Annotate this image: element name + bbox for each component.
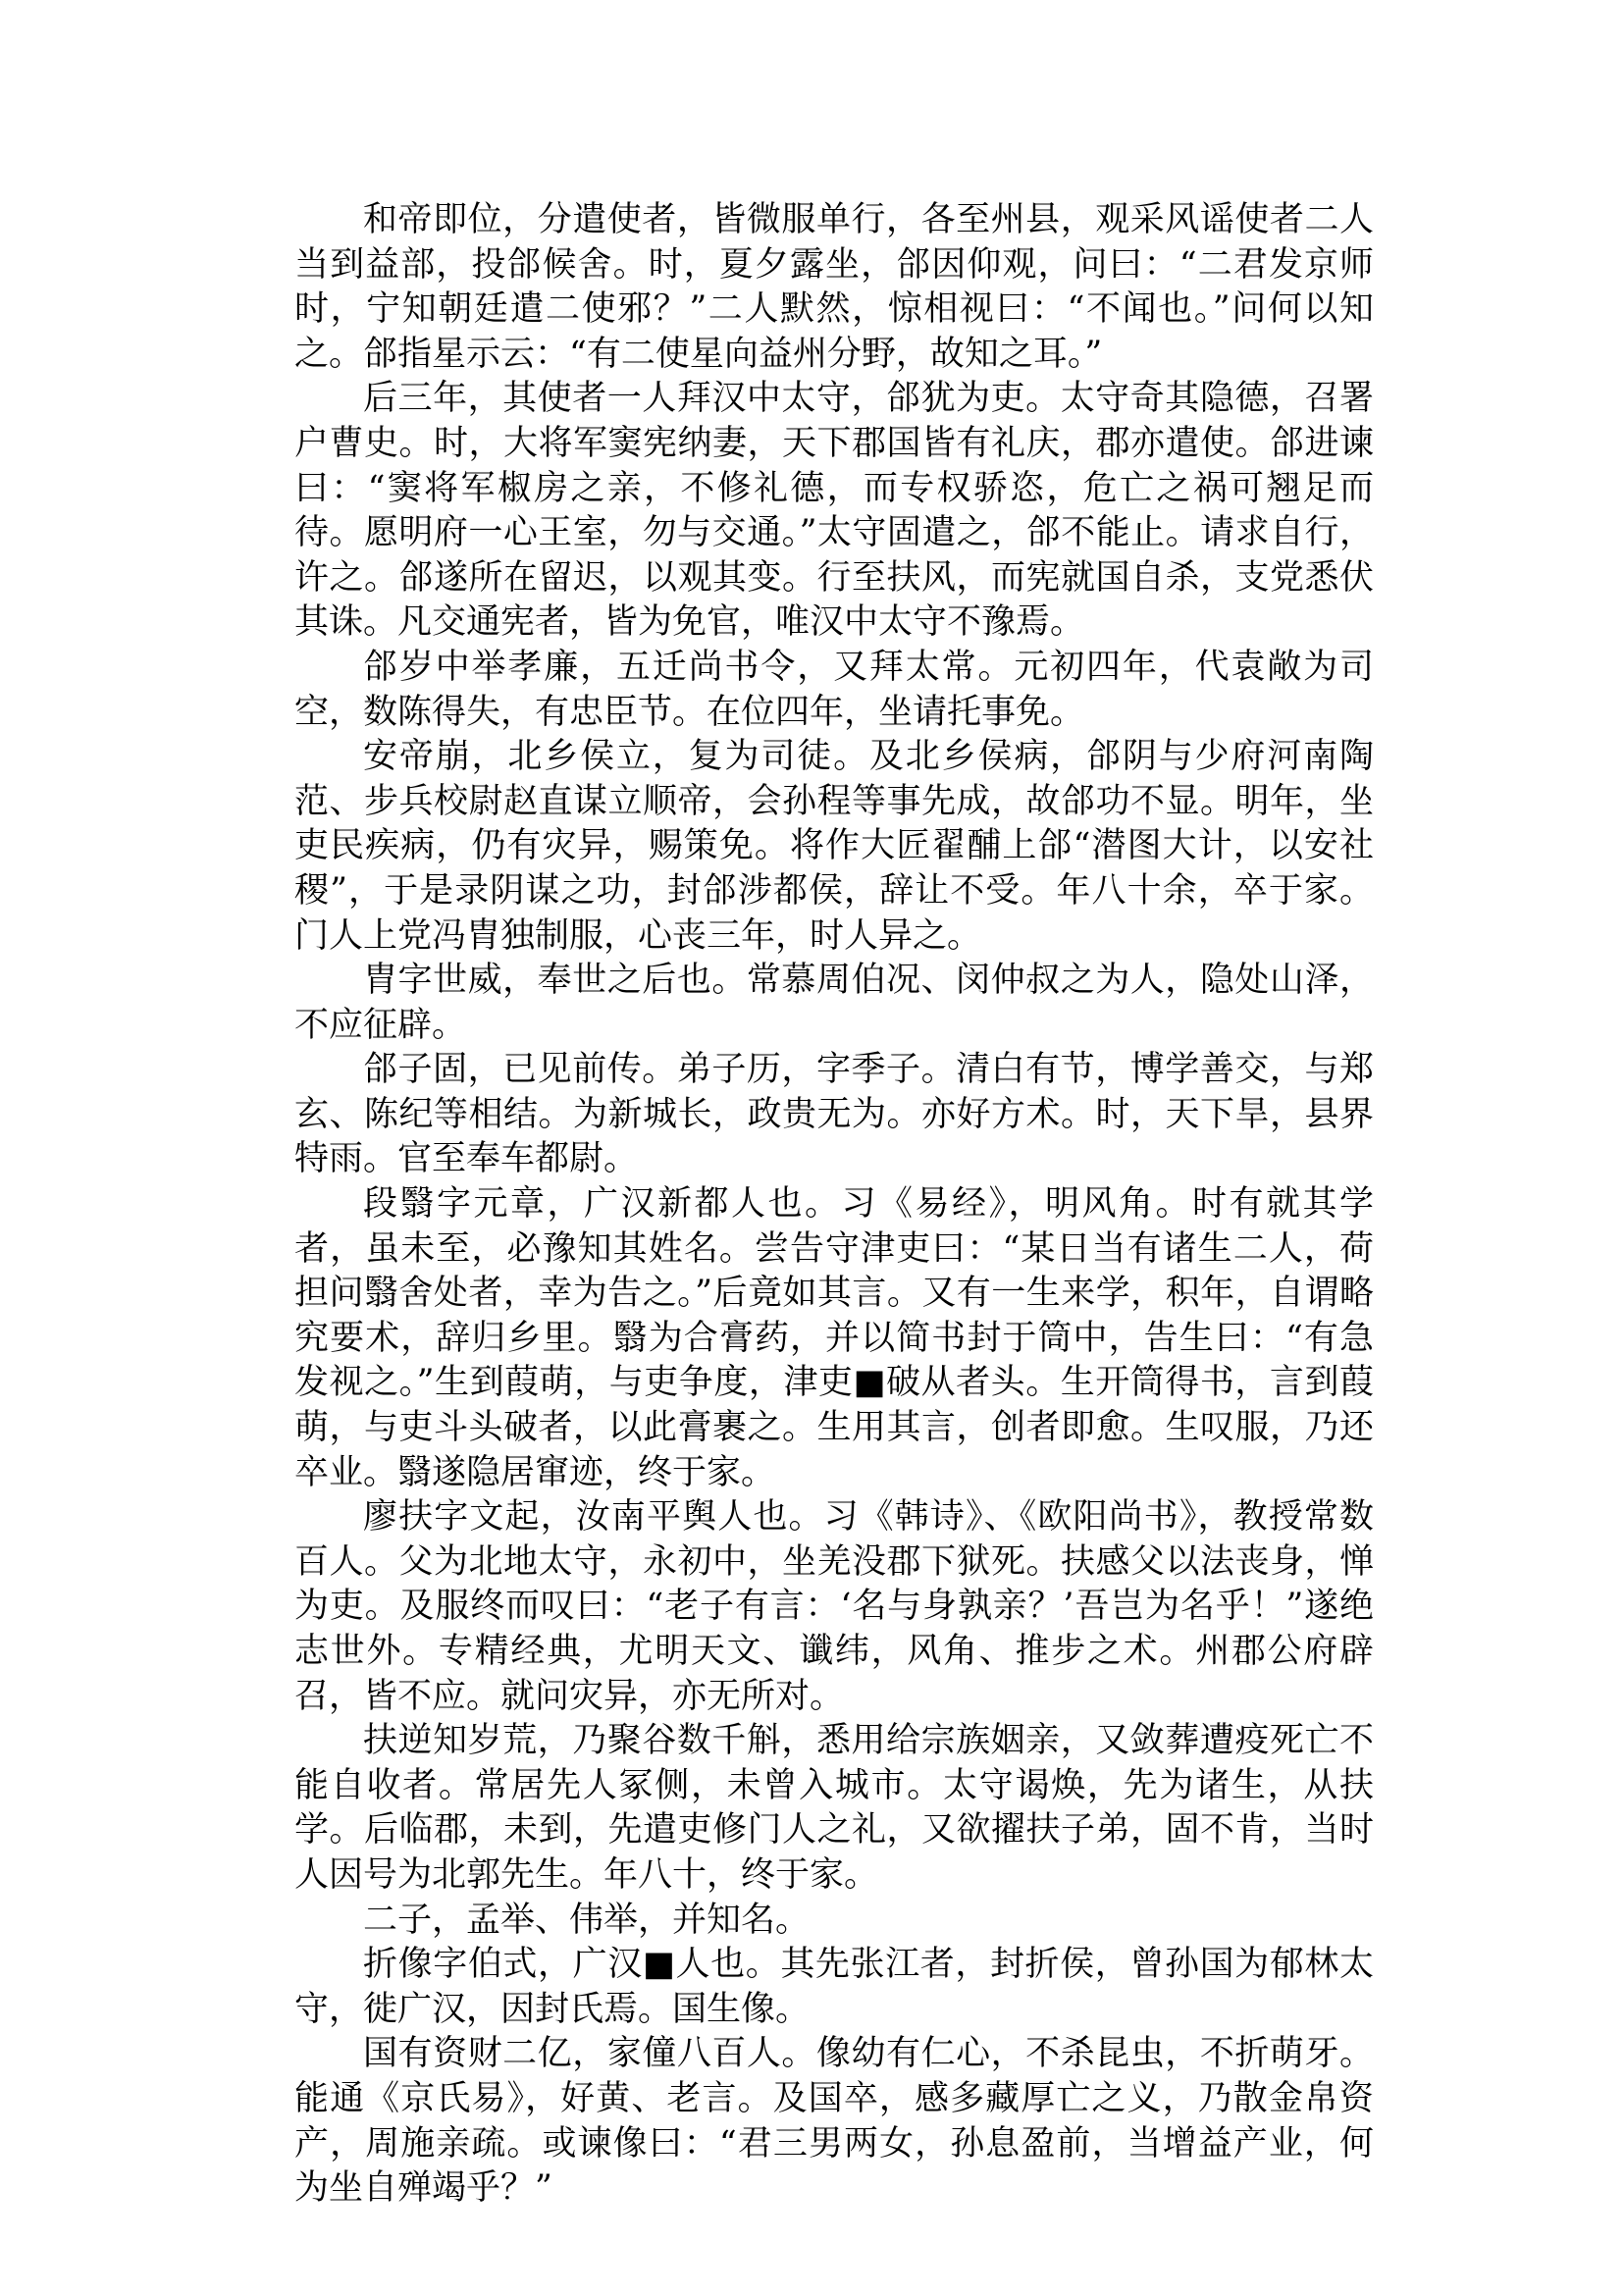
- paragraph-zhou-zi: 胄字世威，奉世之后也。常慕周伯况、闵仲叔之为人，隐处山泽，不应征辟。: [294, 961, 1374, 1045]
- paragraph-he-sui-zhong: 郃岁中举孝廉，五迁尚书令，又拜太常。元初四年，代袁敞为司空，数陈得失，有忠臣节。在位四年，坐请托事免。: [294, 647, 1374, 732]
- paragraph-zhe-xiang: 折像字伯式，广汉■人也。其先张江者，封折侯，曾孙国为郁林太守，徙广汉，因封氏焉。国生像。: [294, 1945, 1374, 2029]
- paragraph-er-zi: 二子，孟举、伟举，并知名。: [363, 1900, 811, 1940]
- paragraph-liao-fu: 廖扶字文起，汝南平舆人也。习《韩诗》、《欧阳尚书》，教授常数百人。父为北地太守，永初中，坐羌没郡下狱死。扶感父以法丧身，惮为吏。及服终而叹曰：“老子有言：‘名与身孰亲？’吾岂为名乎！”遂绝志世外。专精经典，尤明天文、谶纬，风角、推步之术。州郡公府辟召，皆不应。就问灾异，亦无所对。: [294, 1497, 1374, 1716]
- paragraph-hou-san-nian: 后三年，其使者一人拜汉中太守，郃犹为吏。太守奇其隐德，召署户曹史。时，大将军窦宪纳妻，天下郡国皆有礼庆，郡亦遣使。郃进谏曰：“窦将军椒房之亲，不修礼德，而专权骄恣，危亡之祸可翘足而待。愿明府一心王室，勿与交通。”太守固遣之，郃不能止。请求自行，许之。郃遂所在留迟，以观其变。行至扶风，而宪就国自杀，支党悉伏其诛。凡交通宪者，皆为免官，唯汉中太守不豫焉。: [294, 379, 1374, 643]
- paragraph-duan-yi: 段翳字元章，广汉新都人也。习《易经》，明风角。时有就其学者，虽未至，必豫知其姓名。尝告守津吏曰：“某日当有诸生二人，荷担问翳舍处者，幸为告之。”后竟如其言。又有一生来学，积年，自谓略究要术，辞归乡里。翳为合膏药，并以简书封于筒中，告生曰：“有急发视之。”生到葭萌，与吏争度，津吏■破从者头。生开筒得书，言到葭萌，与吏斗头破者，以此膏裹之。生用其言，创者即愈。生叹服，乃还卒业。翳遂隐居窜迹，终于家。: [294, 1184, 1374, 1492]
- document-body: [294, 198, 1374, 2212]
- paragraph-he-zi-gu: 郃子固，已见前传。弟子历，字季子。清白有节，博学善交，与郑玄、陈纪等相结。为新城长，政贵无为。亦好方术。时，天下旱，县界特雨。官至奉车都尉。: [294, 1050, 1374, 1179]
- paragraph-he-di: 和帝即位，分遣使者，皆微服单行，各至州县，观采风谣使者二人当到益部，投郃候舍。时，夏夕露坐，郃因仰观，问曰：“二君发京师时，宁知朝廷遣二使邪？”二人默然，惊相视曰：“不闻也。”问何以知之。郃指星示云：“有二使星向益州分野，故知之耳。”: [294, 200, 1374, 374]
- paragraph-guo-you-zi-cai: 国有资财二亿，家僮八百人。像幼有仁心，不杀昆虫，不折萌牙。能通《京氏易》，好黄、老言。及国卒，感多藏厚亡之义，乃散金帛资产，周施亲疏。或谏像曰：“君三男两女，孙息盈前，当增益产业，何为坐自殚竭乎？”: [294, 2034, 1374, 2209]
- paragraph-an-di-beng: 安帝崩，北乡侯立，复为司徒。及北乡侯病，郃阴与少府河南陶范、步兵校尉赵直谋立顺帝，会孙程等事先成，故郃功不显。明年，坐吏民疾病，仍有灾异，赐策免。将作大匠翟酺上郃“潜图大计，以安社稷”，于是录阴谋之功，封郃涉都侯，辞让不受。年八十余，卒于家。门人上党冯胄独制服，心丧三年，时人异之。: [294, 737, 1374, 956]
- paragraph-fu-ni-zhi: 扶逆知岁荒，乃聚谷数千斛，悉用给宗族姻亲，又敛葬遭疫死亡不能自收者。常居先人冢侧，未曾入城市。太守谒焕，先为诸生，从扶学。后临郡，未到，先遣吏修门人之礼，又欲擢扶子弟，固不肯，当时人因号为北郭先生。年八十，终于家。: [294, 1721, 1374, 1895]
